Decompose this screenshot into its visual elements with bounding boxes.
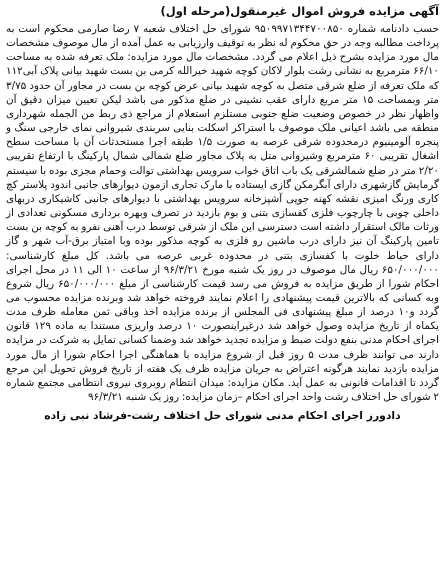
notice-title: آگهی مزایده فروش اموال غیرمنقول(مرحله اول) bbox=[160, 4, 439, 18]
notice-signature: دادورز اجرای احکام مدنی شورای حل اختلاف رشت-فرشاد نبی زاده bbox=[44, 409, 401, 423]
notice-body: حسب دادنامه شماره ۹۵۰۹۹۷۱۳۴۴۷۰۰۸۵۰ شورای حل اختلاف شعبه ۷ رضا صارمی محکوم است به پرداخت مطالبه وجه در حق محکوم له نظر به توقیف وارزیابی به عمل آمده از مال موصوف مشخصات مال مورد مزایده بشرح ذیل اعلام می گردد. مشخصات مال مورد مزایده: ملک تعرفه شده به مساحت ۶۶/۱۰ مترمربع به نشانی رشت بلوار لاکان کوچه شهید خیرالله کرمی بن بست شهید بیانی پلاک آبی۱۱۲ که ملک تعرفه از ضلع شرقی متصل به کوچه شهید بیانی عرض کوچه بن بست در مجاور آن حدود ۳/۷۵ متر وبمساحت ۱۵ متر مربع دارای عقب نشینی در ضلع مذکور می باشد لیکن تعیین میزان دقیق آن واظهار نظر در خصوص وضعیت ضلع جنوبی مستلزم استعلام از مراجع ذی ربط من الجمله شهرداری منطقه می باشد اعیانی ملک موصوف با استراکر اسکلت بنایی سربندی شیروانی نمای خارجی سنگ و پنجره آلومینیوم درمحدوده شرقی عرصه به صورت ۱/۵ طبقه اجرا مستحدثات آن با مساحت سطح اشغال تقریبی ۶۰ مترمربع وشیروانی متل به پلاک مجاور ضلع شمالی شمال پارکینگ با ارتفاع تقریبی ۲/۲۰ متر در ضلع شمالشرقی یک باب اتاق خواب سرویس بهداشتی توالت وحمام مجزی بوده با سیستم گرمایش گازشهری دارای آبگرمکن گازی ایستاده با مارک تجاری ازمون دیوارهای جانبی اندود پلاستر کچ کاری ورنگ امیزی نقشه کهنه جوپی آشپزخانه سرویس بهداشتی با دیوارهای جانبی کاشیکاری دربهای داخلی چوبی با چارچوب فلزی کفسازی بتنی و بوم بازدید در تصرف وبهره برداری مسکونی تعدادی از ورثات مالک استقرار داشته است دسترسی این ملک از شرقی توسط درب آهنی نفرو به کوچه بن بست تامین پارکینگ آن نیز دارای درب ماشین رو فلزی به کوچه مذکور بوده وبا امتیاز برق-آب شهر و گاز دارای حیاط خلوت با کفسازی بتنی در محدوده غربی عرصه می باشد. کل مبلغ کارشناسی: ۶۵۰/۰۰۰/۰۰۰ ریال مال موصوف در روز یک شنبه مورخ ۹۶/۳/۲۱ از ساعت ۱۰ الی ۱۱ در محل اجرای احکام شورا از طریق مزایده به فروش می رسد قیمت کارشناسی از مبلغ ۶۵۰/۰۰۰/۰۰۰ ریال شروع وبه کسانی که بالاترین قیمت پیشنهادی را اعلام نمایند فروخته خواهد شد وبرنده مزایده محسوب می گردد و۱۰ درصد از مبلغ پیشنهادی فی المجلس از برنده مزایده اخذ وباقی ثمن معامله ظرف مدت یکماه از تاریخ مزایده وصول خواهد شد درغیراینصورت ۱۰ درصد واریزی مستندا به ماده ۱۲۹ قانون اجرای احکام مدنی بنفع دولت ضبط و مزایده تجدید خواهد شد وضمنا کسانی تمایل به شرکت در مزایده دارند می توانند ظرف مدت ۵ روز قبل از شروع مزایده با هماهنگی اجرا احکام شورا از مال مورد مزایده بازدید نمایند هرگونه اعتراض به جریان مزایده ظرف یک هفته از تاریخ فروش تحویل این مرجع گردد تا اقدامات قانونی به عمل آید. مکان مزایده: میدان انتظام روبروی نیروی انتظامی مجتمع شماره ۲ شورای حل اختلاف رشت واحد اجرای احکام –زمان مزایده: روز یک شنبه ۹۶/۳/۲۱ bbox=[6, 23, 440, 404]
auction-notice bbox=[4, 4, 441, 572]
